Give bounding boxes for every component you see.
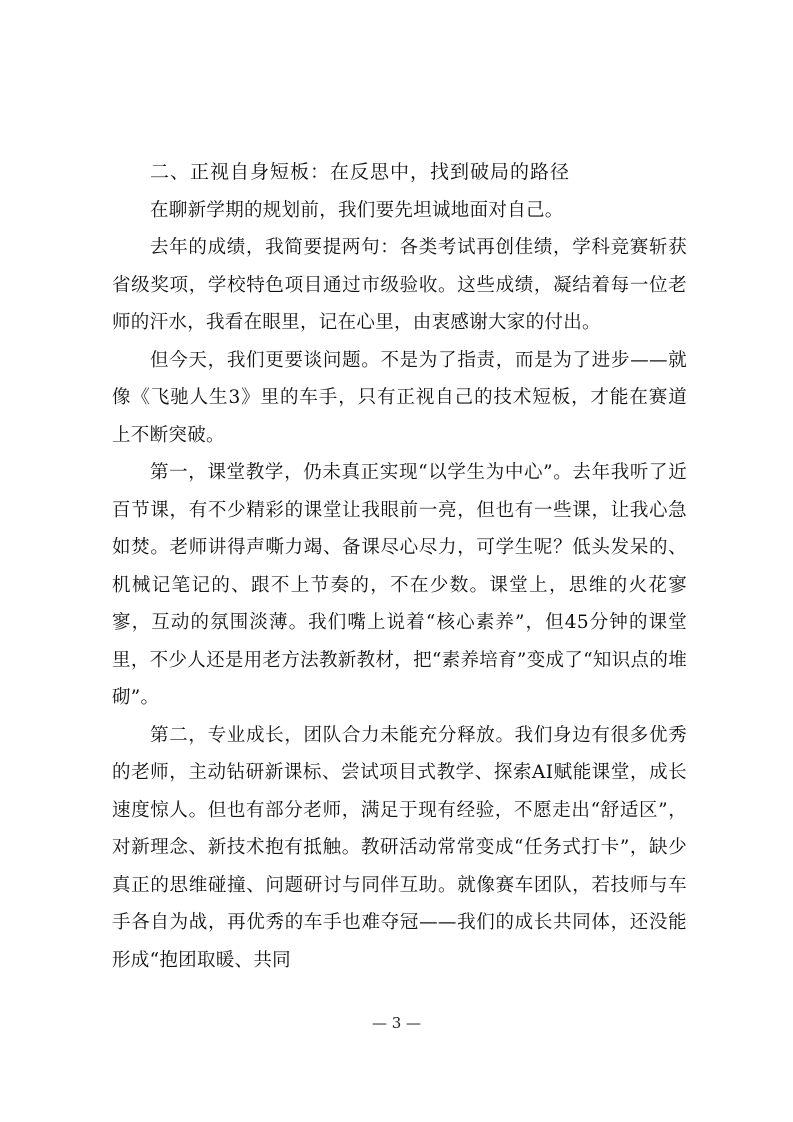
paragraph-problems: 但今天，我们更要谈问题。不是为了指责，而是为了进步——就像《飞驰人生3》里的车手，只有正视自己的技术短板，才能在赛道上不断突破。	[112, 349, 687, 446]
paragraph-point-one: 第一，课堂教学，仍未真正实现“以学生为中心”。去年我听了近百节课，有不少精彩的课堂让我眼前一亮，但也有一些课，让我心急如焚。老师讲得声嘶力竭、备课尽心尽力，可学生呢？低头发呆的、机械记笔记的、跟不上节奏的，不在少数。课堂上，思维的火花寥寥，互动的氛围淡薄。我们嘴上说着“核心素养”，但45分钟的课堂里，不少人还是用老方法教新教材，把“素养培育”变成了“知识点的堆砌”。	[112, 462, 687, 708]
section-heading: 二、正视自身短板：在反思中，找到破局的路径	[150, 161, 571, 183]
paragraph-achievements: 去年的成绩，我简要提两句：各类考试再创佳绩，学科竞赛斩获省级奖项，学校特色项目通过市级验收。这些成绩，凝结着每一位老师的汗水，我看在眼里，记在心里，由衷感谢大家的付出。	[112, 237, 687, 333]
document-body	[112, 154, 687, 979]
page-number: — 3 —	[371, 1014, 422, 1032]
paragraph-intro: 在聊新学期的规划前，我们要先坦诚地面对自己。	[150, 199, 564, 221]
paragraph-point-two: 第二，专业成长，团队合力未能充分释放。我们身边有很多优秀的老师，主动钻研新课标、尝试项目式教学、探索AI赋能课堂，成长速度惊人。但也有部分老师，满足于现有经验，不愿走出“舒适区”，对新理念、新技术抱有抵触。教研活动常常变成“任务式打卡”，缺少真正的思维碰撞、问题研讨与同伴互助。就像赛车团队，若技师与车手各自为战，再优秀的车手也难夺冠——我们的成长共同体，还没能形成“抱团取暖、共同	[112, 724, 687, 971]
